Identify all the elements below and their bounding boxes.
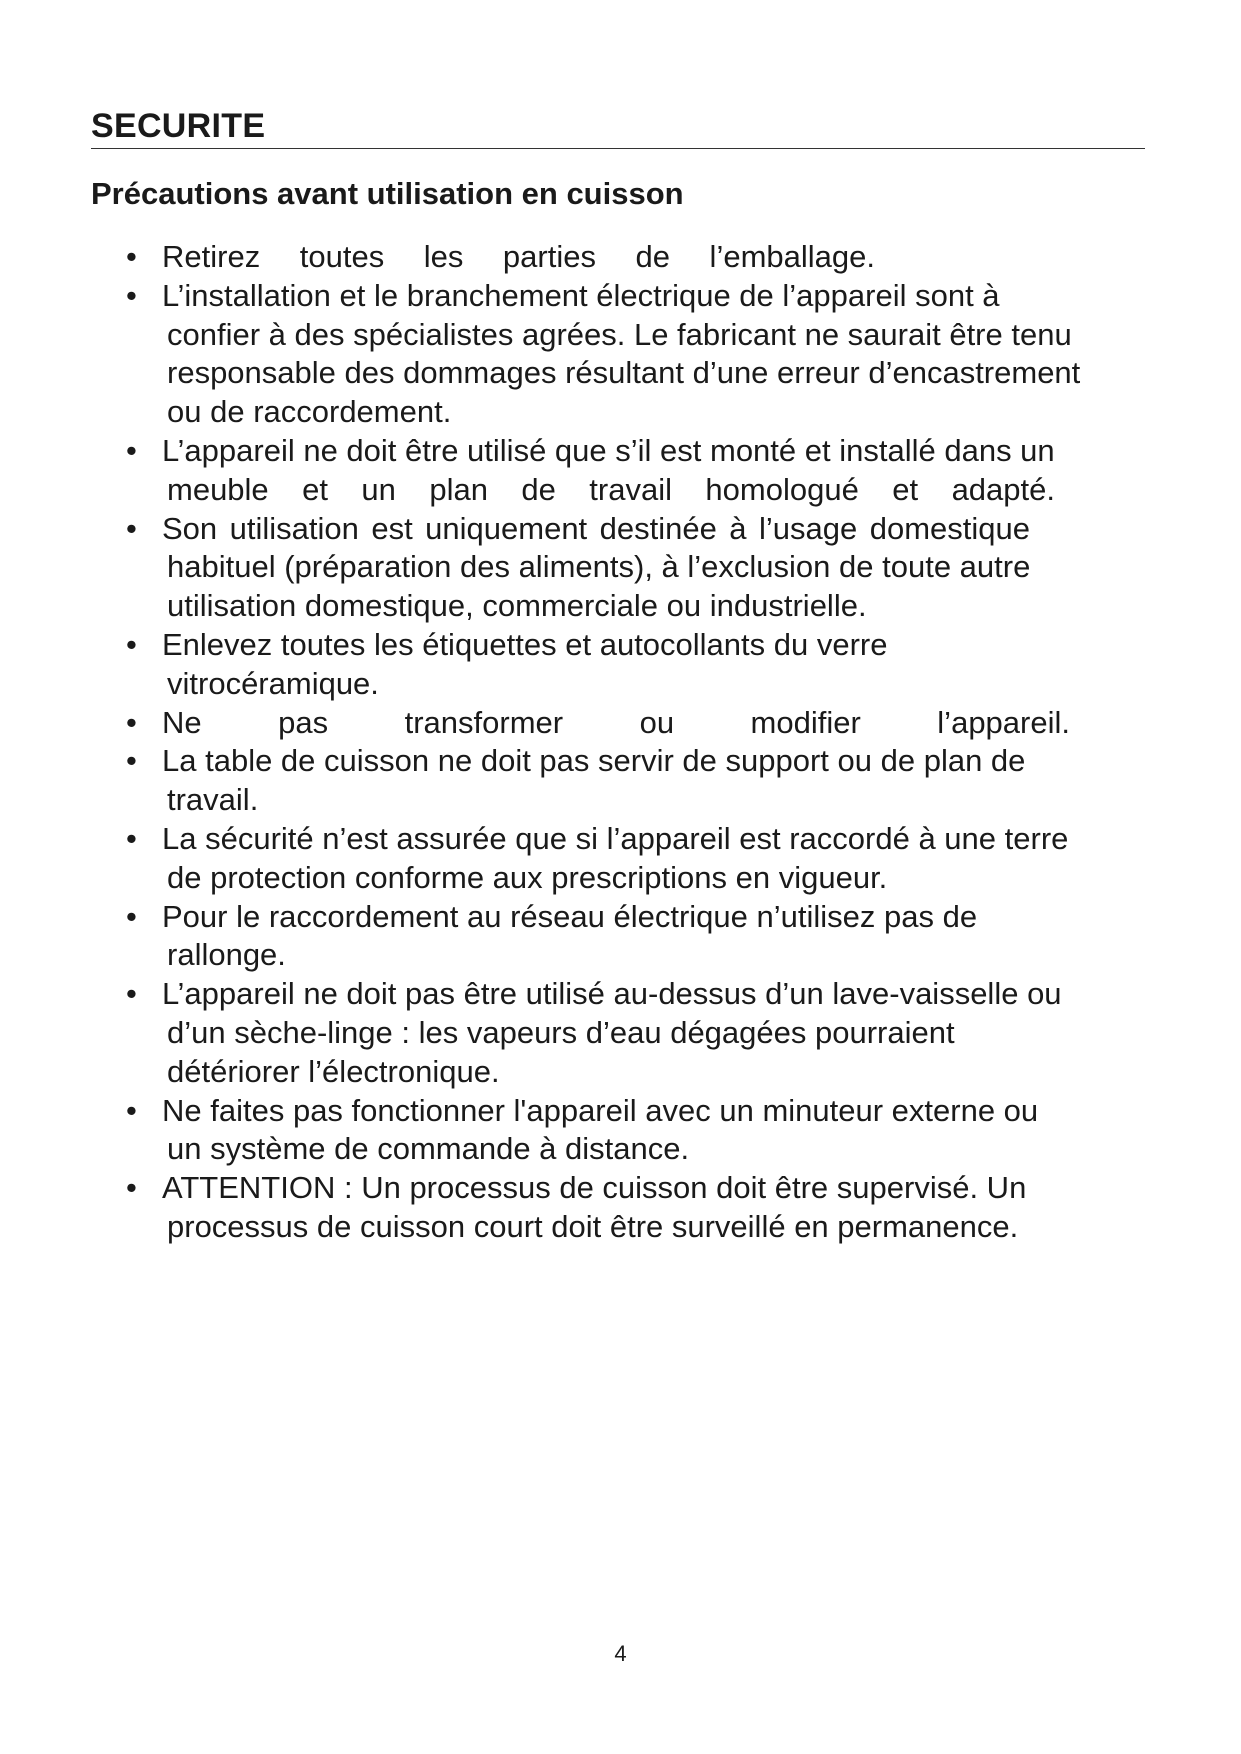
bullet-icon: • <box>126 432 137 468</box>
subtitle-heading: Précautions avant utilisation en cuisson <box>91 176 684 211</box>
list-item-line: La table de cuisson ne doit pas servir de support ou de plan de <box>162 743 1026 779</box>
bullet-icon: • <box>126 510 137 546</box>
bullet-icon: • <box>126 1170 137 1206</box>
list-item-line: processus de cuisson court doit être surveillé en permanence. <box>167 1208 1019 1244</box>
list-item-line: Pour le raccordement au réseau électrique n’utilisez pas de <box>162 898 978 934</box>
list-item <box>0 1092 1080 1170</box>
list-item-line: Retirez toutes les parties de l’emballage. <box>162 239 875 274</box>
list-item-line: responsable des dommages résultant d’une erreur d’encastrement <box>167 355 1081 391</box>
bullet-icon: • <box>126 898 137 934</box>
list-item <box>0 820 1080 898</box>
bullet-icon: • <box>126 626 137 662</box>
list-item-line: d’un sèche-linge : les vapeurs d’eau dégagées pourraient <box>167 1014 955 1050</box>
list-item-line: travail. <box>167 782 259 818</box>
bullet-icon: • <box>126 976 137 1012</box>
list-item-line: Son utilisation est uniquement destinée à l’usage domestique <box>162 510 1030 546</box>
title-underline-divider <box>91 148 1145 149</box>
list-item-line: L’installation et le branchement électrique de l’appareil sont à <box>162 277 1000 313</box>
list-item <box>0 238 1080 277</box>
list-item <box>0 704 1080 743</box>
bullet-icon: • <box>126 1092 137 1128</box>
page-number: 4 <box>614 1641 627 1666</box>
list-item-line: un système de commande à distance. <box>167 1131 690 1167</box>
list-item-line: rallonge. <box>167 937 286 973</box>
list-item-line: L’appareil ne doit pas être utilisé au-dessus d’un lave-vaisselle ou <box>162 976 1062 1012</box>
list-item-line: Enlevez toutes les étiquettes et autocollants du verre <box>162 626 888 662</box>
list-item-line: détériorer l’électronique. <box>167 1053 500 1089</box>
list-item-line: L’appareil ne doit être utilisé que s’il est monté et installé dans un <box>162 432 1055 468</box>
list-item <box>0 975 1080 1091</box>
bullet-icon: • <box>126 704 137 740</box>
bullet-icon: • <box>126 743 137 779</box>
list-item <box>0 1169 1080 1247</box>
list-item <box>0 742 1080 820</box>
list-item-line: utilisation domestique, commerciale ou industrielle. <box>167 588 867 624</box>
bullet-icon: • <box>126 820 137 856</box>
list-item-line: Ne faites pas fonctionner l'appareil avec un minuteur externe ou <box>162 1092 1039 1128</box>
list-item-line: ou de raccordement. <box>167 394 452 430</box>
list-item <box>0 510 1080 626</box>
bullet-icon: • <box>126 239 137 274</box>
list-item <box>0 898 1080 976</box>
list-item <box>0 626 1080 704</box>
list-item <box>0 277 1080 432</box>
list-item <box>0 432 1080 510</box>
list-item-line: de protection conforme aux prescriptions en vigueur. <box>167 859 888 895</box>
list-item-line: habituel (préparation des aliments), à l’exclusion de toute autre <box>167 549 1031 585</box>
list-item-line: Ne pas transformer ou modifier l’appareil. <box>162 704 1070 740</box>
bullet-icon: • <box>126 277 137 313</box>
section-title: SECURITE <box>91 107 266 145</box>
precautions-list <box>0 238 1080 1247</box>
list-item-line: confier à des spécialistes agrées. Le fabricant ne saurait être tenu <box>167 316 1072 352</box>
list-item-line: La sécurité n’est assurée que si l’appareil est raccordé à une terre <box>162 820 1069 856</box>
list-item-line: meuble et un plan de travail homologué et adapté. <box>167 471 1055 507</box>
list-item-line: ATTENTION : Un processus de cuisson doit être supervisé. Un <box>162 1170 1027 1206</box>
list-item-line: vitrocéramique. <box>167 665 379 701</box>
